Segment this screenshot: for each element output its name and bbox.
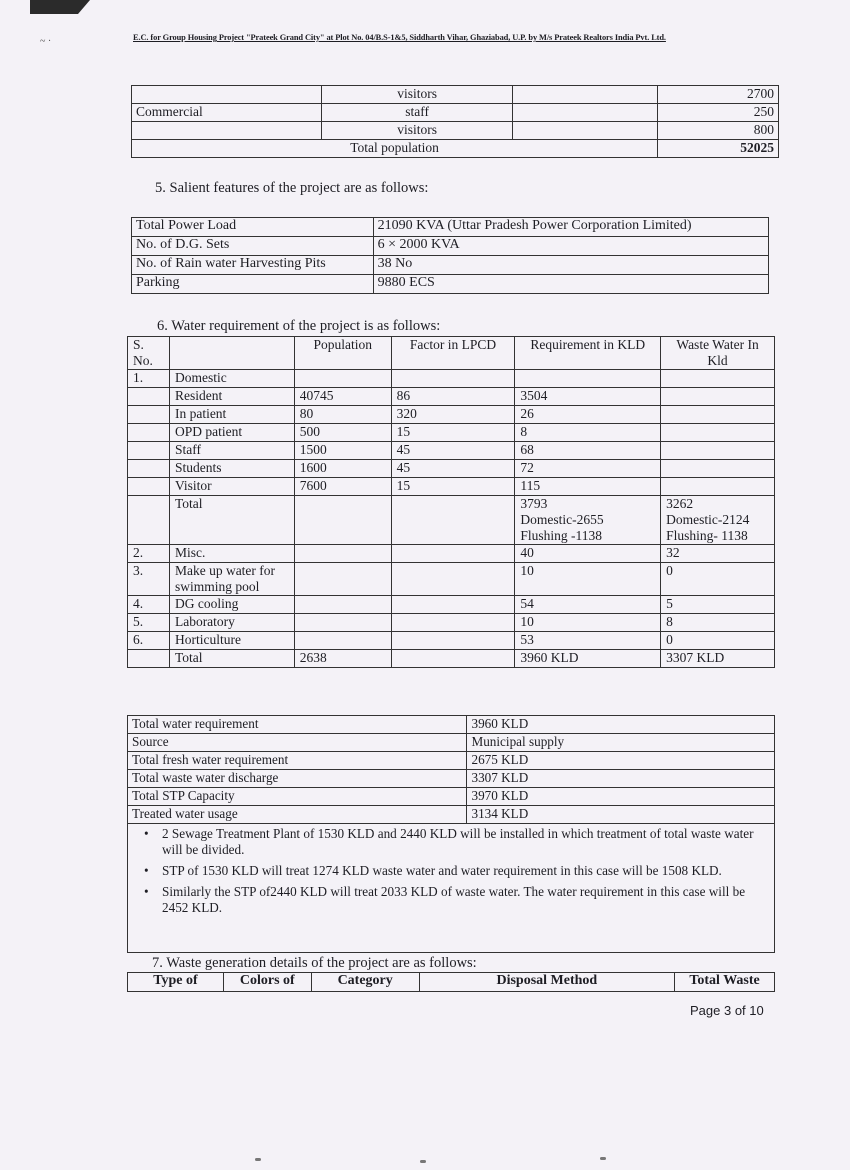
table-cell — [391, 496, 515, 545]
table-cell: 54 — [515, 596, 661, 614]
table-cell — [128, 478, 170, 496]
table-cell: 45 — [391, 442, 515, 460]
table-cell — [391, 545, 515, 563]
table-cell — [513, 86, 658, 104]
table-row — [132, 140, 779, 158]
table-cell — [128, 650, 170, 668]
feature-label: No. of D.G. Sets — [132, 237, 374, 256]
table-cell: 0 — [661, 632, 775, 650]
table-cell: 10 — [515, 563, 661, 596]
table-row — [132, 86, 779, 104]
table-cell — [391, 370, 515, 388]
table-row — [128, 806, 775, 824]
table-row — [128, 388, 775, 406]
summary-label: Total waste water discharge — [128, 770, 467, 788]
table-cell: 40745 — [294, 388, 391, 406]
table-cell — [661, 478, 775, 496]
table-cell: 15 — [391, 424, 515, 442]
table-cell: 2700 — [658, 86, 779, 104]
table-row — [132, 104, 779, 122]
table-cell — [294, 563, 391, 596]
table-cell: 2638 — [294, 650, 391, 668]
table-cell: Make up water for swimming pool — [169, 563, 294, 596]
table-cell — [128, 424, 170, 442]
table-cell — [661, 424, 775, 442]
column-header: Type of — [128, 973, 224, 992]
table-cell: 1600 — [294, 460, 391, 478]
table-row — [128, 563, 775, 596]
page-number: Page 3 of 10 — [690, 1003, 764, 1018]
table-cell: 250 — [658, 104, 779, 122]
column-header: Colors of — [223, 973, 311, 992]
table-cell: 6. — [128, 632, 170, 650]
scan-artifact — [420, 1160, 426, 1163]
table-cell — [661, 460, 775, 478]
stp-notes-list — [132, 826, 770, 916]
table-row — [132, 122, 779, 140]
population-table — [131, 85, 779, 158]
table-cell — [661, 496, 775, 545]
table-cell — [661, 406, 775, 424]
table-cell — [294, 545, 391, 563]
column-header: Total Waste — [675, 973, 775, 992]
column-header: Disposal Method — [419, 973, 674, 992]
table-row — [128, 496, 775, 545]
table-cell — [391, 596, 515, 614]
table-cell: Staff — [169, 442, 294, 460]
table-cell: OPD patient — [169, 424, 294, 442]
salient-features-table — [131, 217, 769, 294]
table-cell: Total — [169, 496, 294, 545]
table-row — [128, 632, 775, 650]
table-row — [128, 596, 775, 614]
table-cell: 2. — [128, 545, 170, 563]
table-cell — [515, 370, 661, 388]
table-row — [128, 442, 775, 460]
req-domestic: Domestic-2655 — [520, 512, 604, 527]
feature-label: Parking — [132, 275, 374, 294]
table-cell: 26 — [515, 406, 661, 424]
column-header: Population — [294, 337, 391, 370]
table-cell: 45 — [391, 460, 515, 478]
feature-value: 38 No — [373, 256, 768, 275]
table-cell: staff — [321, 104, 513, 122]
table-cell: 80 — [294, 406, 391, 424]
summary-label: Source — [128, 734, 467, 752]
scan-artifact — [255, 1158, 261, 1161]
table-row — [128, 716, 775, 734]
table-cell — [132, 86, 322, 104]
table-cell: 1500 — [294, 442, 391, 460]
water-requirement-table — [127, 336, 775, 668]
table-cell — [132, 122, 322, 140]
feature-value: 9880 ECS — [373, 275, 768, 294]
table-cell: 8 — [661, 614, 775, 632]
feature-value: 21090 KVA (Uttar Pradesh Power Corporation Limited) — [373, 218, 768, 237]
table-row — [128, 824, 775, 953]
table-cell: 500 — [294, 424, 391, 442]
table-cell — [513, 122, 658, 140]
table-cell: 86 — [391, 388, 515, 406]
summary-label: Treated water usage — [128, 806, 467, 824]
table-cell — [515, 496, 661, 545]
table-cell — [294, 632, 391, 650]
table-cell: 7600 — [294, 478, 391, 496]
table-row — [128, 370, 775, 388]
table-cell: Domestic — [169, 370, 294, 388]
column-header: Factor in LPCD — [391, 337, 515, 370]
section-7-heading: 7. Waste generation details of the project are as follows: — [152, 955, 477, 971]
table-cell: 800 — [658, 122, 779, 140]
table-cell — [294, 614, 391, 632]
summary-label: Total water requirement — [128, 716, 467, 734]
table-row — [128, 650, 775, 668]
table-cell: 1. — [128, 370, 170, 388]
table-header-row — [128, 973, 775, 992]
table-row — [128, 734, 775, 752]
feature-label: Total Power Load — [132, 218, 374, 237]
table-cell: 5 — [661, 596, 775, 614]
column-header — [169, 337, 294, 370]
table-cell: Total — [169, 650, 294, 668]
table-row — [128, 406, 775, 424]
table-cell — [661, 442, 775, 460]
table-cell — [391, 650, 515, 668]
table-row — [132, 256, 769, 275]
table-cell: 5. — [128, 614, 170, 632]
table-cell: 3. — [128, 563, 170, 596]
table-row — [128, 478, 775, 496]
section-6-heading: 6. Water requirement of the project is as follows: — [157, 318, 441, 334]
table-cell: Laboratory — [169, 614, 294, 632]
table-cell: 15 — [391, 478, 515, 496]
total-population-value: 52025 — [658, 140, 779, 158]
summary-value: 3134 KLD — [467, 806, 775, 824]
table-cell — [391, 614, 515, 632]
table-row — [128, 614, 775, 632]
table-cell — [128, 406, 170, 424]
summary-value: 3960 KLD — [467, 716, 775, 734]
page-header: E.C. for Group Housing Project "Prateek Grand City" at Plot No. 04/B.S-1&5, Siddharth Vihar, Ghaziabad, U.P. by M/s Prateek Realtors India Pvt. Ltd. — [133, 33, 666, 42]
table-cell: Commercial — [132, 104, 322, 122]
table-cell — [128, 388, 170, 406]
table-cell — [391, 563, 515, 596]
table-cell: visitors — [321, 122, 513, 140]
table-row — [132, 237, 769, 256]
summary-value: 2675 KLD — [467, 752, 775, 770]
table-row — [128, 460, 775, 478]
waste-generation-table — [127, 972, 775, 992]
table-cell — [391, 632, 515, 650]
table-cell: 115 — [515, 478, 661, 496]
list-item: • 2 Sewage Treatment Plant of 1530 KLD and 2440 KLD will be installed in which treatment of total waste water will be divided. — [162, 826, 762, 858]
summary-value: 3970 KLD — [467, 788, 775, 806]
table-cell: 3504 — [515, 388, 661, 406]
waste-total: 3262 — [666, 496, 694, 511]
column-header: S. No. — [128, 337, 170, 370]
table-cell: 68 — [515, 442, 661, 460]
req-flushing: Flushing -1138 — [520, 528, 602, 543]
table-cell: 4. — [128, 596, 170, 614]
table-cell: 3960 KLD — [515, 650, 661, 668]
table-cell: 10 — [515, 614, 661, 632]
column-header: Category — [311, 973, 419, 992]
table-cell — [661, 388, 775, 406]
table-cell: Horticulture — [169, 632, 294, 650]
table-cell: 40 — [515, 545, 661, 563]
table-row — [128, 752, 775, 770]
section-5-heading: 5. Salient features of the project are as follows: — [155, 180, 429, 196]
table-row — [132, 275, 769, 294]
scan-corner-mark — [30, 0, 90, 14]
column-header: Waste Water In Kld — [661, 337, 775, 370]
table-cell: In patient — [169, 406, 294, 424]
scan-artifact: ~ · — [40, 36, 52, 47]
table-cell: 320 — [391, 406, 515, 424]
table-cell: Visitor — [169, 478, 294, 496]
table-cell — [294, 370, 391, 388]
req-total: 3793 — [520, 496, 548, 511]
feature-label: No. of Rain water Harvesting Pits — [132, 256, 374, 275]
list-item: • STP of 1530 KLD will treat 1274 KLD waste water and water requirement in this case will be 1508 KLD. — [162, 863, 762, 879]
table-cell — [128, 496, 170, 545]
table-cell — [128, 442, 170, 460]
table-row — [132, 218, 769, 237]
total-population-label: Total population — [132, 140, 658, 158]
stp-notes-cell — [128, 824, 775, 953]
feature-value: 6 × 2000 KVA — [373, 237, 768, 256]
summary-label: Total STP Capacity — [128, 788, 467, 806]
summary-label: Total fresh water requirement — [128, 752, 467, 770]
table-cell — [294, 596, 391, 614]
table-cell: Misc. — [169, 545, 294, 563]
table-row — [128, 424, 775, 442]
table-row — [128, 770, 775, 788]
summary-value: Municipal supply — [467, 734, 775, 752]
table-cell: visitors — [321, 86, 513, 104]
table-row — [128, 545, 775, 563]
waste-domestic: Domestic-2124 — [666, 512, 750, 527]
table-cell: DG cooling — [169, 596, 294, 614]
table-cell — [128, 460, 170, 478]
table-cell: 8 — [515, 424, 661, 442]
list-item: • Similarly the STP of2440 KLD will treat 2033 KLD of waste water. The water requirement in this case will be 2452 KLD. — [162, 884, 762, 916]
table-cell: Students — [169, 460, 294, 478]
column-header: Requirement in KLD — [515, 337, 661, 370]
table-cell: Resident — [169, 388, 294, 406]
table-cell: 3307 KLD — [661, 650, 775, 668]
table-cell: 32 — [661, 545, 775, 563]
table-row — [128, 788, 775, 806]
table-cell — [294, 496, 391, 545]
table-header-row — [128, 337, 775, 370]
summary-value: 3307 KLD — [467, 770, 775, 788]
water-summary-table — [127, 715, 775, 953]
table-cell — [661, 370, 775, 388]
waste-flushing: Flushing- 1138 — [666, 528, 748, 543]
table-cell: 72 — [515, 460, 661, 478]
scan-artifact — [600, 1157, 606, 1160]
table-cell: 0 — [661, 563, 775, 596]
table-cell: 53 — [515, 632, 661, 650]
table-cell — [513, 104, 658, 122]
